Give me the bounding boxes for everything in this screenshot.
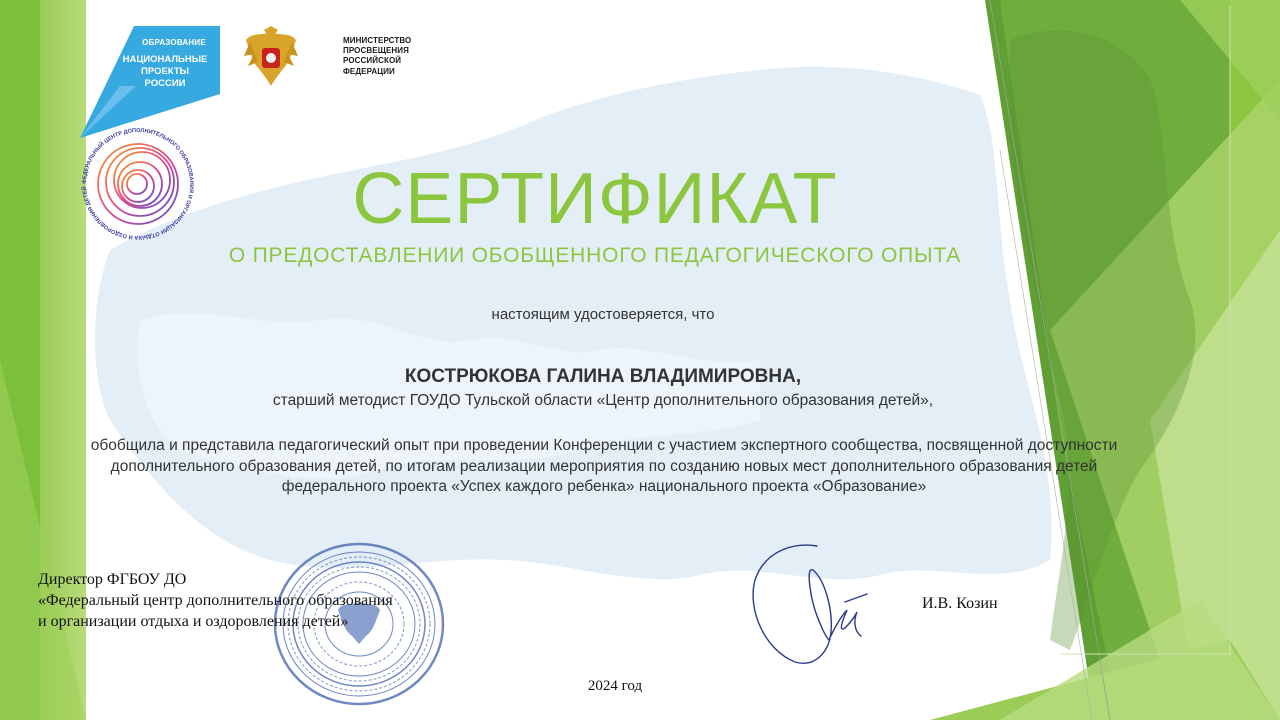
body-line: дополнительного образования детей, по итогам реализации мероприятия по созданию новых мест дополнительного образования детей <box>110 457 1098 475</box>
recipient-name: КОСТРЮКОВА ГАЛИНА ВЛАДИМИРОВНА, <box>404 366 802 387</box>
federal-center-ring-text: ФЕДЕРАЛЬНЫЙ ЦЕНТР ДОПОЛНИТЕЛЬНОГО ОБРАЗОВАНИЯ И ОРГАНИЗАЦИИ ОТДЫХА И ОЗДОРОВЛЕНИЯ ДЕТЕЙ <box>81 127 195 241</box>
coat-of-arms-icon <box>242 26 300 90</box>
certify-text: настоящим удостоверяется, что <box>491 306 715 323</box>
issue-year: 2024 год <box>587 678 643 694</box>
director-line: и организации отдыха и оздоровления детей» <box>38 613 349 630</box>
director-title <box>38 569 518 632</box>
director-line: Директор ФГБОУ ДО <box>38 571 187 588</box>
federal-center-logo <box>80 126 196 242</box>
body-line: федерального проекта «Успех каждого ребенка» национального проекта «Образование» <box>281 478 927 495</box>
recipient-position: старший методист ГОУДО Тульской области «Центр дополнительного образования детей», <box>272 392 934 409</box>
signer-name: И.В. Козин <box>922 595 998 612</box>
national-projects-label: НАЦИОНАЛЬНЫЕ ПРОЕКТЫ РОССИИ <box>122 54 208 89</box>
certificate-title: СЕРТИФИКАТ <box>352 159 838 239</box>
body-line: обобщила и представила педагогический опыт при проведении Конференции с участием экспертного сообщества, посвященной доступности <box>90 437 1118 454</box>
signature <box>745 540 885 668</box>
director-line: «Федеральный центр дополнительного образования <box>38 592 393 609</box>
ministry-label: МИНИСТЕРСТВО ПРОСВЕЩЕНИЯ РОССИЙСКОЙ ФЕДЕРАЦИИ <box>343 36 412 76</box>
certificate-body <box>76 436 1132 498</box>
certificate-subtitle: О ПРЕДОСТАВЛЕНИИ ОБОБЩЕННОГО ПЕДАГОГИЧЕСКОГО ОПЫТА <box>228 244 962 267</box>
national-projects-top-label: ОБРАЗОВАНИЕ <box>142 38 206 47</box>
